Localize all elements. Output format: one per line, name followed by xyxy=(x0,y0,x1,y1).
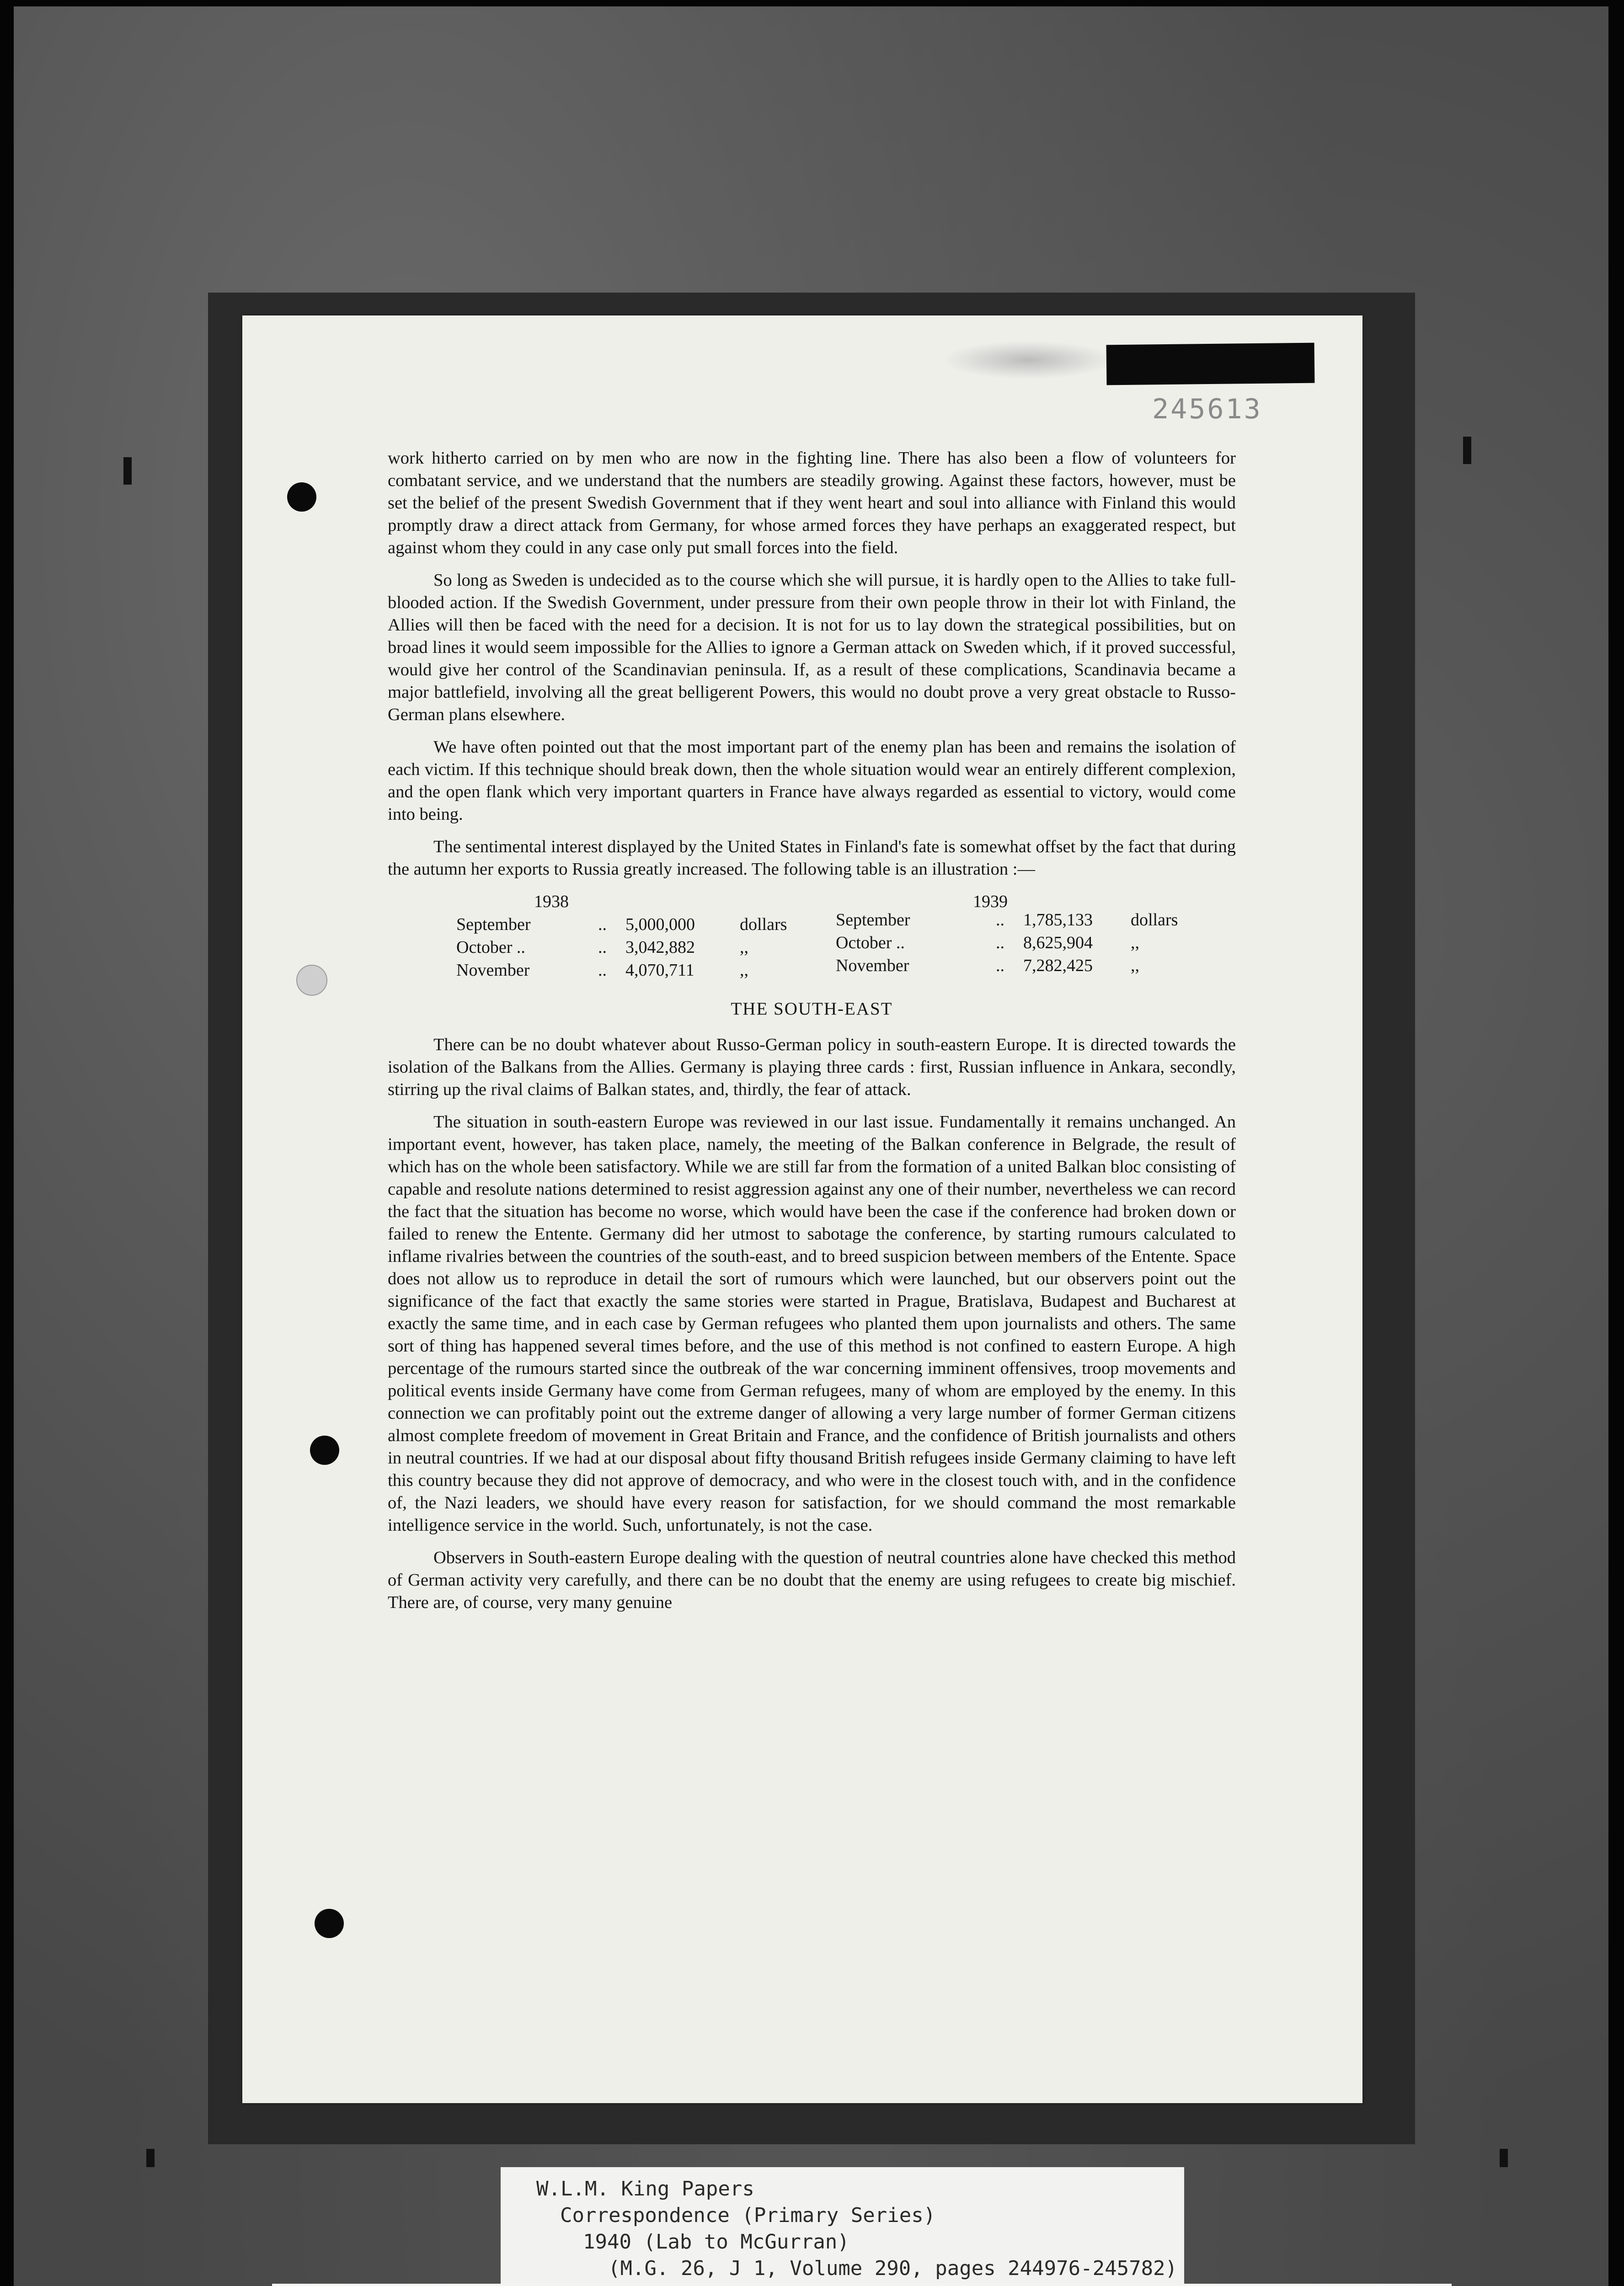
body-paragraph: We have often pointed out that the most important part of the enemy plan has been and remains the isolation of each victim. If this technique should break down, then the whole situation would wear an entirely different complexion, and the open flank which very important quarters in France have always regarded as essential to victory, would come into being. xyxy=(388,737,1236,824)
punch-hole xyxy=(315,1909,344,1938)
table-row xyxy=(836,909,1220,931)
leader-dots: .. xyxy=(598,961,607,980)
collection-name: W.L.M. King Papers xyxy=(536,2177,754,2201)
archive-reference-card xyxy=(501,2167,1184,2286)
unit-cell: ,, xyxy=(740,961,748,980)
table-row xyxy=(456,936,840,958)
value-cell: 1,785,133 xyxy=(1023,910,1093,929)
table-row xyxy=(456,913,840,935)
public-archives-banner xyxy=(272,2284,1452,2286)
body-paragraph: So long as Sweden is undecided as to the course which she will pursue, it is hardly open to the Allies to take full-blooded action. If the Swedish Government, under pressure from their own people throw in their lot with Finland, the Allies will then be faced with the need for a decision. It is not for us to lay down the strategical possibilities, but on broad lines it would seem impossible for the Allies to ignore a German attack on Sweden which, if it proved successful, would give her control of the Scandinavian peninsula. If, as a result of these complications, Scandinavia became a major battlefield, involving all the great belligerent Powers, this would no doubt prove a very great obstacle to Russo-German plans elsewhere. xyxy=(388,571,1236,724)
crop-mark xyxy=(1463,437,1471,464)
series-name: Correspondence (Primary Series) xyxy=(560,2204,936,2227)
document-body xyxy=(388,447,1236,1624)
value-cell: 5,000,000 xyxy=(625,915,695,934)
section-heading: THE SOUTH-EAST xyxy=(731,999,893,1019)
page-stamp-number: 245613 xyxy=(1152,393,1262,425)
leader-dots: .. xyxy=(996,910,1004,929)
redaction-bar xyxy=(1106,343,1315,385)
crop-mark xyxy=(1500,2149,1508,2167)
unit-cell: ,, xyxy=(740,938,748,957)
unit-cell: ,, xyxy=(1131,956,1139,975)
year-label: 1938 xyxy=(534,892,569,911)
punch-hole xyxy=(287,482,316,512)
punch-hole xyxy=(296,965,327,996)
month-cell: September xyxy=(456,915,531,934)
unit-cell: dollars xyxy=(1131,910,1178,929)
crop-mark xyxy=(123,457,132,485)
body-paragraph: work hitherto carried on by men who are now in the fighting line. There has also been a flow of volunteers for combatant service, and we understand that the numbers are steadily growing. Against these factors, however, must be set the belief of the present Swedish Government that if they went heart and soul into alliance with Finland this would promptly draw a direct attack from Germany, for whose armed forces they have perhaps an exaggerated respect, but against whom they could in any case only put small forces into the field. xyxy=(388,449,1236,557)
ink-smudge xyxy=(942,341,1116,379)
table-row xyxy=(836,932,1220,954)
table-row xyxy=(456,959,840,981)
leader-dots: .. xyxy=(598,938,607,957)
year-label: 1939 xyxy=(973,892,1008,911)
body-paragraph: The sentimental interest displayed by the United States in Finland's fate is somewhat offset by the fact that during the autumn her exports to Russia greatly increased. The following table is an illustration :— xyxy=(388,837,1236,879)
month-cell: October .. xyxy=(456,938,525,957)
leader-dots: .. xyxy=(996,933,1004,952)
month-cell: September xyxy=(836,910,910,929)
month-cell: November xyxy=(836,956,909,975)
body-paragraph: There can be no doubt whatever about Russo-German policy in south-eastern Europe. It is directed towards the isolation of the Balkans from the Allies. Germany is playing three cards : first, Russian influence in Ankara, secondly, stirring up the rival claims of Balkan states, and, thirdly, the fear of attack. xyxy=(388,1035,1236,1099)
value-cell: 3,042,882 xyxy=(625,938,695,957)
body-paragraph: Observers in South-eastern Europe dealing with the question of neutral countries alone have checked this method of German activity very carefully, and there can be no doubt that the enemy are using refugees to create big mischief. There are, of course, very many genuine xyxy=(388,1548,1236,1612)
film-edge-right xyxy=(1608,0,1624,2286)
crop-mark xyxy=(146,2149,155,2167)
exports-table xyxy=(388,891,1236,987)
reference-code: (M.G. 26, J 1, Volume 290, pages 244976-245782) xyxy=(608,2257,1178,2280)
month-cell: October .. xyxy=(836,933,905,952)
film-edge-left xyxy=(0,0,14,2286)
film-edge-top xyxy=(0,0,1624,6)
value-cell: 8,625,904 xyxy=(1023,933,1093,952)
punch-hole xyxy=(310,1436,339,1465)
leader-dots: .. xyxy=(996,956,1004,975)
unit-cell: ,, xyxy=(1131,933,1139,952)
month-cell: November xyxy=(456,961,530,980)
body-paragraph: The situation in south-eastern Europe was reviewed in our last issue. Fundamentally it remains unchanged. An important event, however, has taken place, namely, the meeting of the Balkan conference in Belgrade, the result of which has on the whole been satisfactory. While we are still far from the formation of a united Balkan bloc consisting of capable and resolute nations determined to resist aggression against any one of their number, nevertheless we can record the fact that the situation has become no worse, which would have been the case if the conference had broken down or failed to renew the Entente. Germany did her utmost to sabotage the conference, by starting rumours calculated to inflame rivalries between the countries of the south-east, and to breed suspicion between members of the Entente. Space does not allow us to reproduce in detail the sort of rumours which were launched, but our observers point out the significance of the fact that exactly the same stories were started in Prague, Bratislava, Budapest and Bucharest at exactly the same time, and in each case by German refugees who planted them upon journalists and others. The same sort of thing has happened several times before, and the use of this method is not confined to eastern Europe. A high percentage of the rumours started since the outbreak of the war concerning imminent offensives, troop movements and political events inside Germany have come from German refugees, many of whom are employed by the enemy. In this connection we can profitably point out the extreme danger of allowing a very large number of former German citizens almost complete freedom of movement in Great Britain and France, and the confidence of British journalists and others in neutral countries. If we had at our disposal about fifty thousand British refugees inside Germany claiming to have left this country because they did not approve of democracy, and who were in the closest touch with, and in the confidence of, the Nazi leaders, we should have every reason for satisfaction, for we should command the most remarkable intelligence service in the world. Such, unfortunately, is not the case. xyxy=(388,1112,1236,1535)
volume-range: 1940 (Lab to McGurran) xyxy=(583,2230,849,2254)
table-row xyxy=(836,955,1220,977)
unit-cell: dollars xyxy=(740,915,787,934)
leader-dots: .. xyxy=(598,915,607,934)
value-cell: 7,282,425 xyxy=(1023,956,1093,975)
value-cell: 4,070,711 xyxy=(625,961,694,980)
